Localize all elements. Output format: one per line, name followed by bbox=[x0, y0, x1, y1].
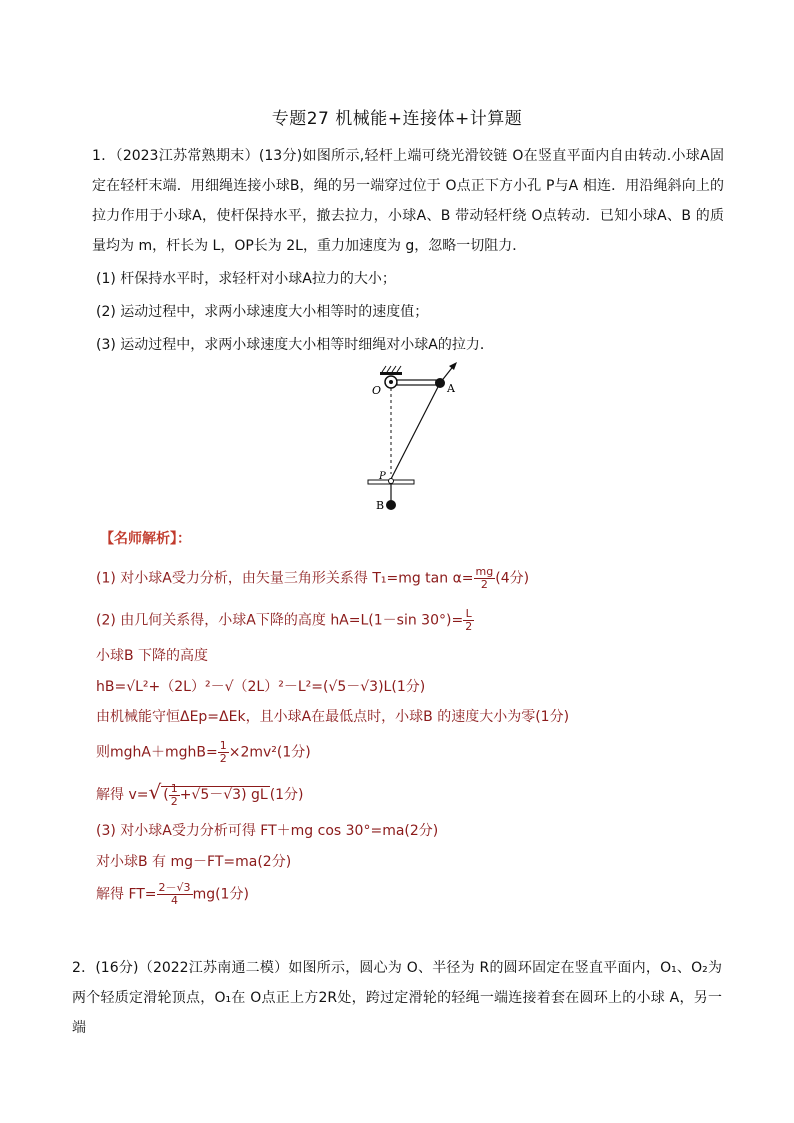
problem1-question-1: (1) 杆保持水平时，求轻杆对小球A拉力的大小； bbox=[96, 271, 396, 287]
solution-line-9: 对小球B 有 mg－FT=ma(2分) bbox=[96, 854, 292, 870]
solution-line-7: 解得 v=√ ( $\frac{1}{2}$ +√5－√3) gL (1分) bbox=[96, 780, 304, 808]
rod bbox=[397, 380, 436, 385]
hole-p bbox=[389, 479, 394, 484]
solution-line-6: 则mghA＋mghB= $\frac{1}{2}$ ×2mv²(1分) bbox=[96, 739, 311, 765]
problem1-question-3: (3) 运动过程中，求两小球速度大小相等时细绳对小球A的拉力． bbox=[96, 337, 494, 353]
doc-title: 专题27 机械能+连接体+计算题 bbox=[271, 109, 523, 129]
problem1-figure bbox=[360, 362, 470, 512]
solution-line-2: (2) 由几何关系得，小球A下降的高度 hA=L(1－sin 30°)= $\frac{L}{2}$ bbox=[96, 607, 473, 633]
rope bbox=[391, 383, 440, 479]
label-a: A bbox=[447, 382, 455, 395]
label-b: B bbox=[376, 499, 385, 512]
solution-line-4: hB=√L²+（2L）²－√（2L）²－L²=(√5－√3)L(1分) bbox=[96, 679, 426, 695]
label-o: O bbox=[372, 384, 382, 397]
solution-line-5: 由机械能守恒ΔEp=ΔEk，且小球A在最低点时，小球B 的速度大小为零(1分) bbox=[96, 709, 570, 725]
ball-b bbox=[386, 500, 396, 510]
solution-line-3: 小球B 下降的高度 bbox=[96, 648, 209, 664]
solution-line-10: 解得 FT= $\frac{2-√3}{4}$ mg(1分) bbox=[96, 881, 249, 907]
problem2-stem: 2．(16分)（2022江苏南通二模）如图所示，圆心为 O、半径为 R的圆环固定在竖直平面内，O₁、O₂为两个轻质定滑轮顶点，O₁在 O点正上方2R处，跨过定滑轮的轻绳一端连接着套在圆环上的小球 A，另一端 bbox=[72, 960, 722, 1036]
problem1-question-2: (2) 运动过程中，求两小球速度大小相等时的速度值； bbox=[96, 304, 429, 320]
label-p: P bbox=[379, 471, 386, 482]
solution-line-1: (1) 对小球A受力分析，由矢量三角形关系得 T₁=mg tan α= $\frac{mg}{2}$ (4分) bbox=[96, 565, 530, 591]
solution-line-8: (3) 对小球A受力分析可得 FT＋mg cos 30°=ma(2分) bbox=[96, 823, 439, 839]
solution-heading: 【名师解析】： bbox=[100, 531, 191, 547]
problem1-stem: 1．（2023江苏常熟期末）(13分)如图所示,轻杆上端可绕光滑铰链 O在竖直平面内自由转动.小球A固定在轻杆末端．用细绳连接小球B，绳的另一端穿过位于 O点正下方小孔 P与A 相连．用沿绳斜向上的拉力作用于小球A，使杆保持水平，撤去拉力，小球A、B 带动轻杆绕 O点转动．已知小球A、B 的质量均为 m，杆长为 L，OP长为 2L，重力加速度为 g，忽略一切阻力． bbox=[92, 148, 724, 254]
ceiling bbox=[380, 372, 402, 375]
